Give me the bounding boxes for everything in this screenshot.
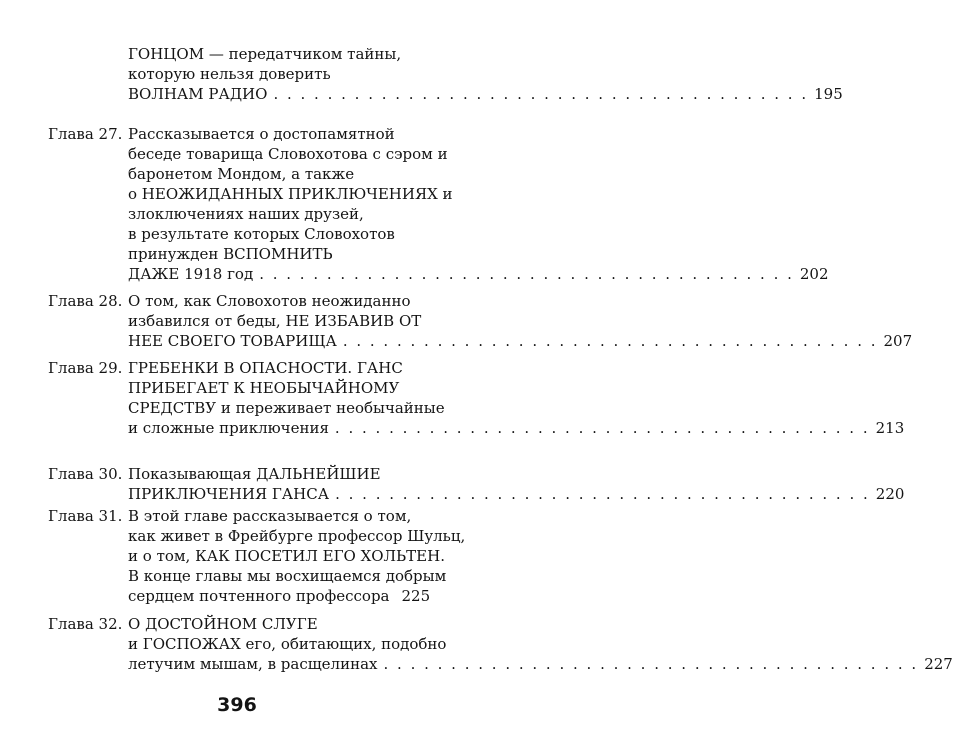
chapter-label: Глава 32. (48, 615, 123, 633)
entry-title-line: принужден ВСПОМНИТЬ (128, 245, 333, 263)
entry-title-line: летучим мышам, в расщелинах (128, 655, 378, 673)
toc-line (48, 566, 447, 586)
toc-entry (48, 124, 829, 284)
entry-page-number: 220 (875, 485, 905, 503)
toc-line (48, 398, 445, 418)
toc-line (48, 506, 428, 526)
entry-page-number: 195 (814, 85, 843, 103)
entry-title-line: ПРИБЕГАЕТ К НЕОБЫЧАЙНОМУ (128, 379, 400, 397)
entry-page-number: 202 (799, 265, 829, 283)
toc-line (48, 526, 466, 546)
toc-line (48, 378, 428, 398)
entry-title-line: избавился от беды, НЕ ИЗБАВИВ ОТ (128, 312, 422, 330)
entry-title-line: О том, как Словохотов неожиданно (128, 292, 411, 310)
toc-line (48, 64, 428, 84)
entry-page-number: 227 (924, 655, 953, 673)
entry-title-line: в результате которых Словохотов (128, 225, 395, 243)
entry-title-line: ГОНЦОМ — передатчиком тайны, (128, 45, 402, 63)
toc-entry (48, 358, 905, 438)
entry-page-number: 207 (883, 332, 913, 350)
entry-title-line: ВОЛНАМ РАДИО (128, 85, 268, 103)
toc-line (48, 264, 829, 284)
toc-line (48, 484, 905, 504)
dot-leader: . . . . . . . . . . . . . . . . . . . . . . . . . . . . . . . . . . . . . . . . (273, 85, 809, 103)
toc-line (48, 184, 453, 204)
toc-line (48, 224, 428, 244)
toc-line (48, 291, 428, 311)
toc-line (48, 464, 428, 484)
entry-title-line: ПРИКЛЮЧЕНИЯ ГАНСА (128, 485, 330, 503)
entry-title-line: О ДОСТОЙНОМ СЛУГЕ (128, 615, 318, 633)
toc-entry (48, 291, 913, 351)
toc-line (48, 331, 913, 351)
toc-line (48, 358, 428, 378)
entry-title-line: которую нельзя доверить (128, 65, 331, 83)
entry-title-line: В этой главе рассказывается о том, (128, 507, 412, 525)
chapter-label: Глава 29. (48, 359, 123, 377)
toc-line (48, 244, 428, 264)
chapter-label: Глава 31. (48, 507, 123, 525)
toc-entry (48, 614, 953, 674)
entry-page-number: 225 (401, 587, 431, 605)
entry-title-line: о НЕОЖИДАННЫХ ПРИКЛЮЧЕНИЯХ и (128, 185, 453, 203)
entry-title-line: как живет в Фрейбурге профессор Шульц, (128, 527, 466, 545)
entry-title-line: и сложные приключения (128, 419, 329, 437)
toc-line (48, 311, 428, 331)
toc-line (48, 204, 428, 224)
entry-title-line: В конце главы мы восхищаемся добрым (128, 567, 447, 585)
toc-line (48, 124, 428, 144)
dot-leader: . . . . . . . . . . . . . . . . . . . . . . . . . . . . . . . . . . . . . . . . (342, 332, 878, 350)
dot-leader: . . . . . . . . . . . . . . . . . . . . . . . . . . . . . . . . . . . . . . . . (383, 655, 919, 673)
toc-line (48, 418, 905, 438)
entry-title-line: НЕЕ СВОЕГО ТОВАРИЩА (128, 332, 337, 350)
toc-line (48, 546, 445, 566)
toc-line (48, 84, 843, 104)
toc-line (48, 654, 953, 674)
toc-entry (48, 464, 905, 504)
chapter-label: Глава 27. (48, 125, 123, 143)
dot-leader: . . . . . . . . . . . . . . . . . . . . . . . . . . . . . . . . . . . . . . . . (335, 485, 870, 503)
entry-title-line: Рассказывается о достопамятной (128, 125, 395, 143)
entry-page-number: 213 (875, 419, 905, 437)
chapter-label: Глава 30. (48, 465, 123, 483)
toc-line (48, 44, 428, 64)
toc-line (48, 614, 428, 634)
toc-entry (48, 506, 466, 606)
chapter-label: Глава 28. (48, 292, 123, 310)
entry-title-line: ГРЕБЕНКИ В ОПАСНОСТИ. ГАНС (128, 359, 403, 377)
entry-title-line: ДАЖЕ 1918 год (128, 265, 254, 283)
entry-title-line: злоключениях наших друзей, (128, 205, 364, 223)
entry-title-line: и о том, КАК ПОСЕТИЛ ЕГО ХОЛЬТЕН. (128, 547, 445, 565)
toc-line (48, 144, 448, 164)
entry-title-line: сердцем почтенного профессора (128, 587, 390, 605)
entry-title-line: беседе товарища Словохотова с сэром и (128, 145, 448, 163)
dot-leader: . . . . . . . . . . . . . . . . . . . . . . . . . . . . . . . . . . . . . . . . (334, 419, 870, 437)
entry-title-line: Показывающая ДАЛЬНЕЙШИЕ (128, 465, 381, 483)
toc-line (48, 164, 428, 184)
toc-entry (48, 44, 843, 104)
toc-line (48, 586, 431, 606)
dot-leader: . . . . . . . . . . . . . . . . . . . . . . . . . . . . . . . . . . . . . . . . (259, 265, 794, 283)
entry-title-line: баронетом Мондом, а также (128, 165, 355, 183)
entry-title-line: СРЕДСТВУ и переживает необычайные (128, 399, 445, 417)
page-number: 396 (217, 694, 257, 716)
entry-title-line: и ГОСПОЖАХ его, обитающих, подобно (128, 635, 447, 653)
toc-line (48, 634, 447, 654)
